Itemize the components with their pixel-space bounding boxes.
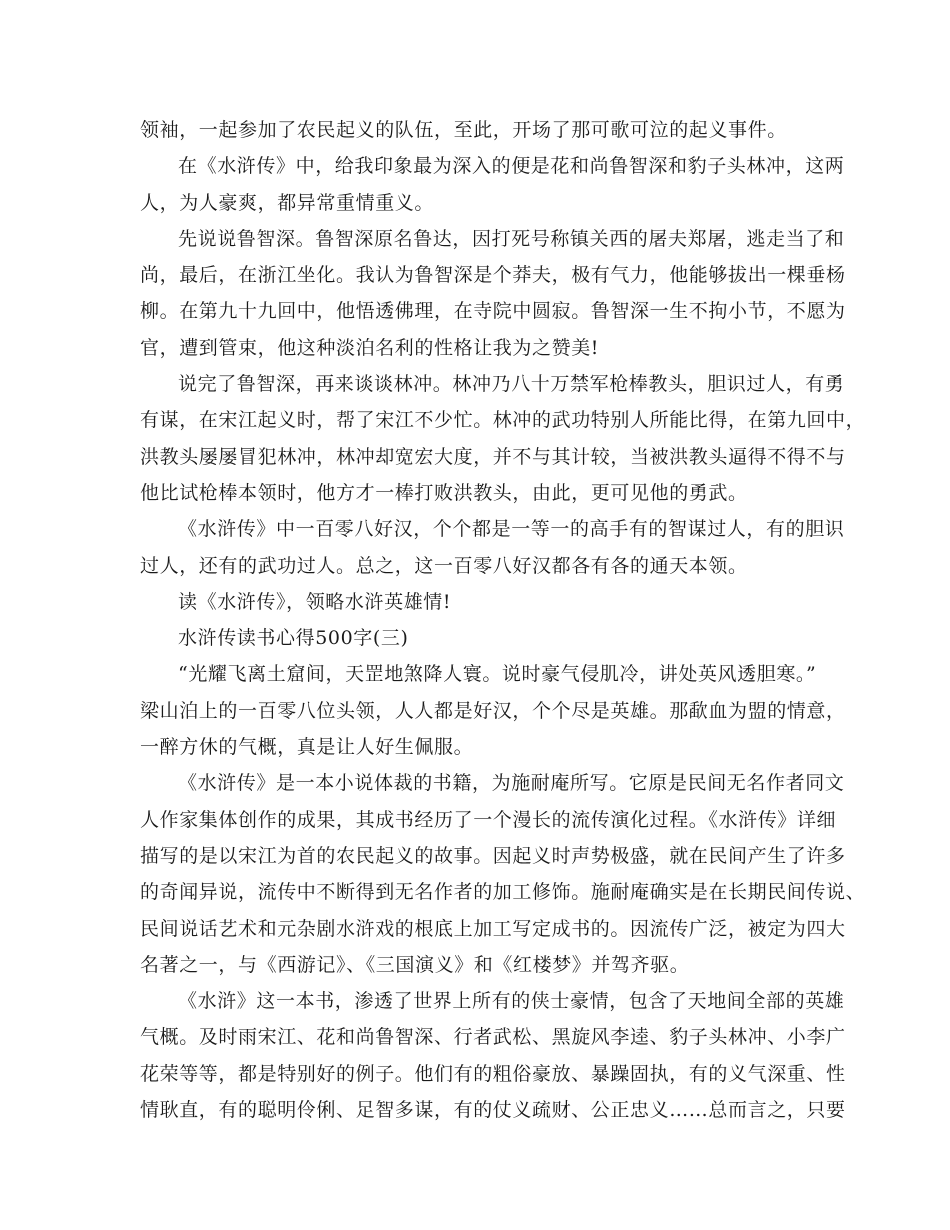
text-line: 情耿直，有的聪明伶俐、足智多谋，有的仗义疏财、公正忠义……总而言之，只要 <box>140 1099 846 1122</box>
text-line: 气概。及时雨宋江、花和尚鲁智深、行者武松、黑旋风李逵、豹子头林冲、小李广 <box>140 1026 846 1049</box>
text-line: 《水浒传》是一本小说体裁的书籍，为施耐庵所写。它原是民间无名作者同文 <box>178 772 845 795</box>
text-line: 洪教头屡屡冒犯林冲，林冲却宽宏大度，并不与其计较，当被洪教头逼得不得不与 <box>140 445 846 468</box>
text-line: 描写的是以宋江为首的农民起义的故事。因起义时声势极盛，就在民间产生了许多 <box>140 844 846 867</box>
text-line: 先说说鲁智深。鲁智深原名鲁达，因打死号称镇关西的屠夫郑屠，逃走当了和 <box>178 227 845 250</box>
text-line: 官，遭到管束，他这种淡泊名利的性格让我为之赞美! <box>140 336 600 359</box>
text-line: 一醉方休的气概，真是让人好生佩服。 <box>140 736 474 759</box>
text-line: 的奇闻异说，流传中不断得到无名作者的加工修饰。施耐庵确实是在长期民间传说、 <box>140 881 866 904</box>
text-line: 有谋，在宋江起义时，帮了宋江不少忙。林冲的武功特别人所能比得，在第九回中， <box>140 409 866 432</box>
section-heading: 水浒传读书心得500字(三) <box>178 627 409 650</box>
text-line: 名著之一，与《西游记》、《三国演义》和《红楼梦》并驾齐驱。 <box>140 953 690 976</box>
text-line: 花荣等等，都是特别好的例子。他们有的粗俗豪放、暴躁固执，有的义气深重、性 <box>140 1062 846 1085</box>
text-line: “光耀飞离土窟间，天罡地煞降人寰。说时豪气侵肌冷，讲处英风透胆寒。” <box>178 663 817 686</box>
text-line: 在《水浒传》中，给我印象最为深入的便是花和尚鲁智深和豹子头林冲，这两 <box>178 155 845 178</box>
text-line: 说完了鲁智深，再来谈谈林冲。林冲乃八十万禁军枪棒教头，胆识过人，有勇 <box>178 373 845 396</box>
document-body <box>140 112 866 1128</box>
text-line: 民间说话艺术和元杂剧水浒戏的根底上加工写定成书的。因流传广泛，被定为四大 <box>140 917 846 940</box>
text-line: 读《水浒传》，领略水浒英雄情! <box>178 590 452 613</box>
text-line: 人，为人豪爽，都异常重情重义。 <box>140 191 435 214</box>
text-line: 领袖，一起参加了农民起义的队伍，至此，开场了那可歌可泣的起义事件。 <box>140 119 787 141</box>
text-line: 他比试枪棒本领时，他方才一棒打败洪教头，由此，更可见他的勇武。 <box>140 481 748 504</box>
text-line: 人作家集体创作的成果，其成书经历了一个漫长的流传演化过程。《水浒传》详细 <box>140 808 837 831</box>
text-line: 《水浒传》中一百零八好汉，个个都是一等一的高手有的智谋过人，有的胆识 <box>178 518 845 541</box>
text-line: 梁山泊上的一百零八位头领，人人都是好汉，个个尽是英雄。那歃血为盟的情意， <box>140 699 846 722</box>
text-line: 尚，最后，在浙江坐化。我认为鲁智深是个莽夫，极有气力，他能够拔出一棵垂杨 <box>140 264 846 287</box>
text-line: 过人，还有的武功过人。总之，这一百零八好汉都各有各的通天本领。 <box>140 554 748 577</box>
text-line: 柳。在第九十九回中，他悟透佛理，在寺院中圆寂。鲁智深一生不拘小节，不愿为 <box>140 300 846 323</box>
text-line: 《水浒》这一本书，渗透了世界上所有的侠士豪情，包含了天地间全部的英雄 <box>178 990 845 1013</box>
